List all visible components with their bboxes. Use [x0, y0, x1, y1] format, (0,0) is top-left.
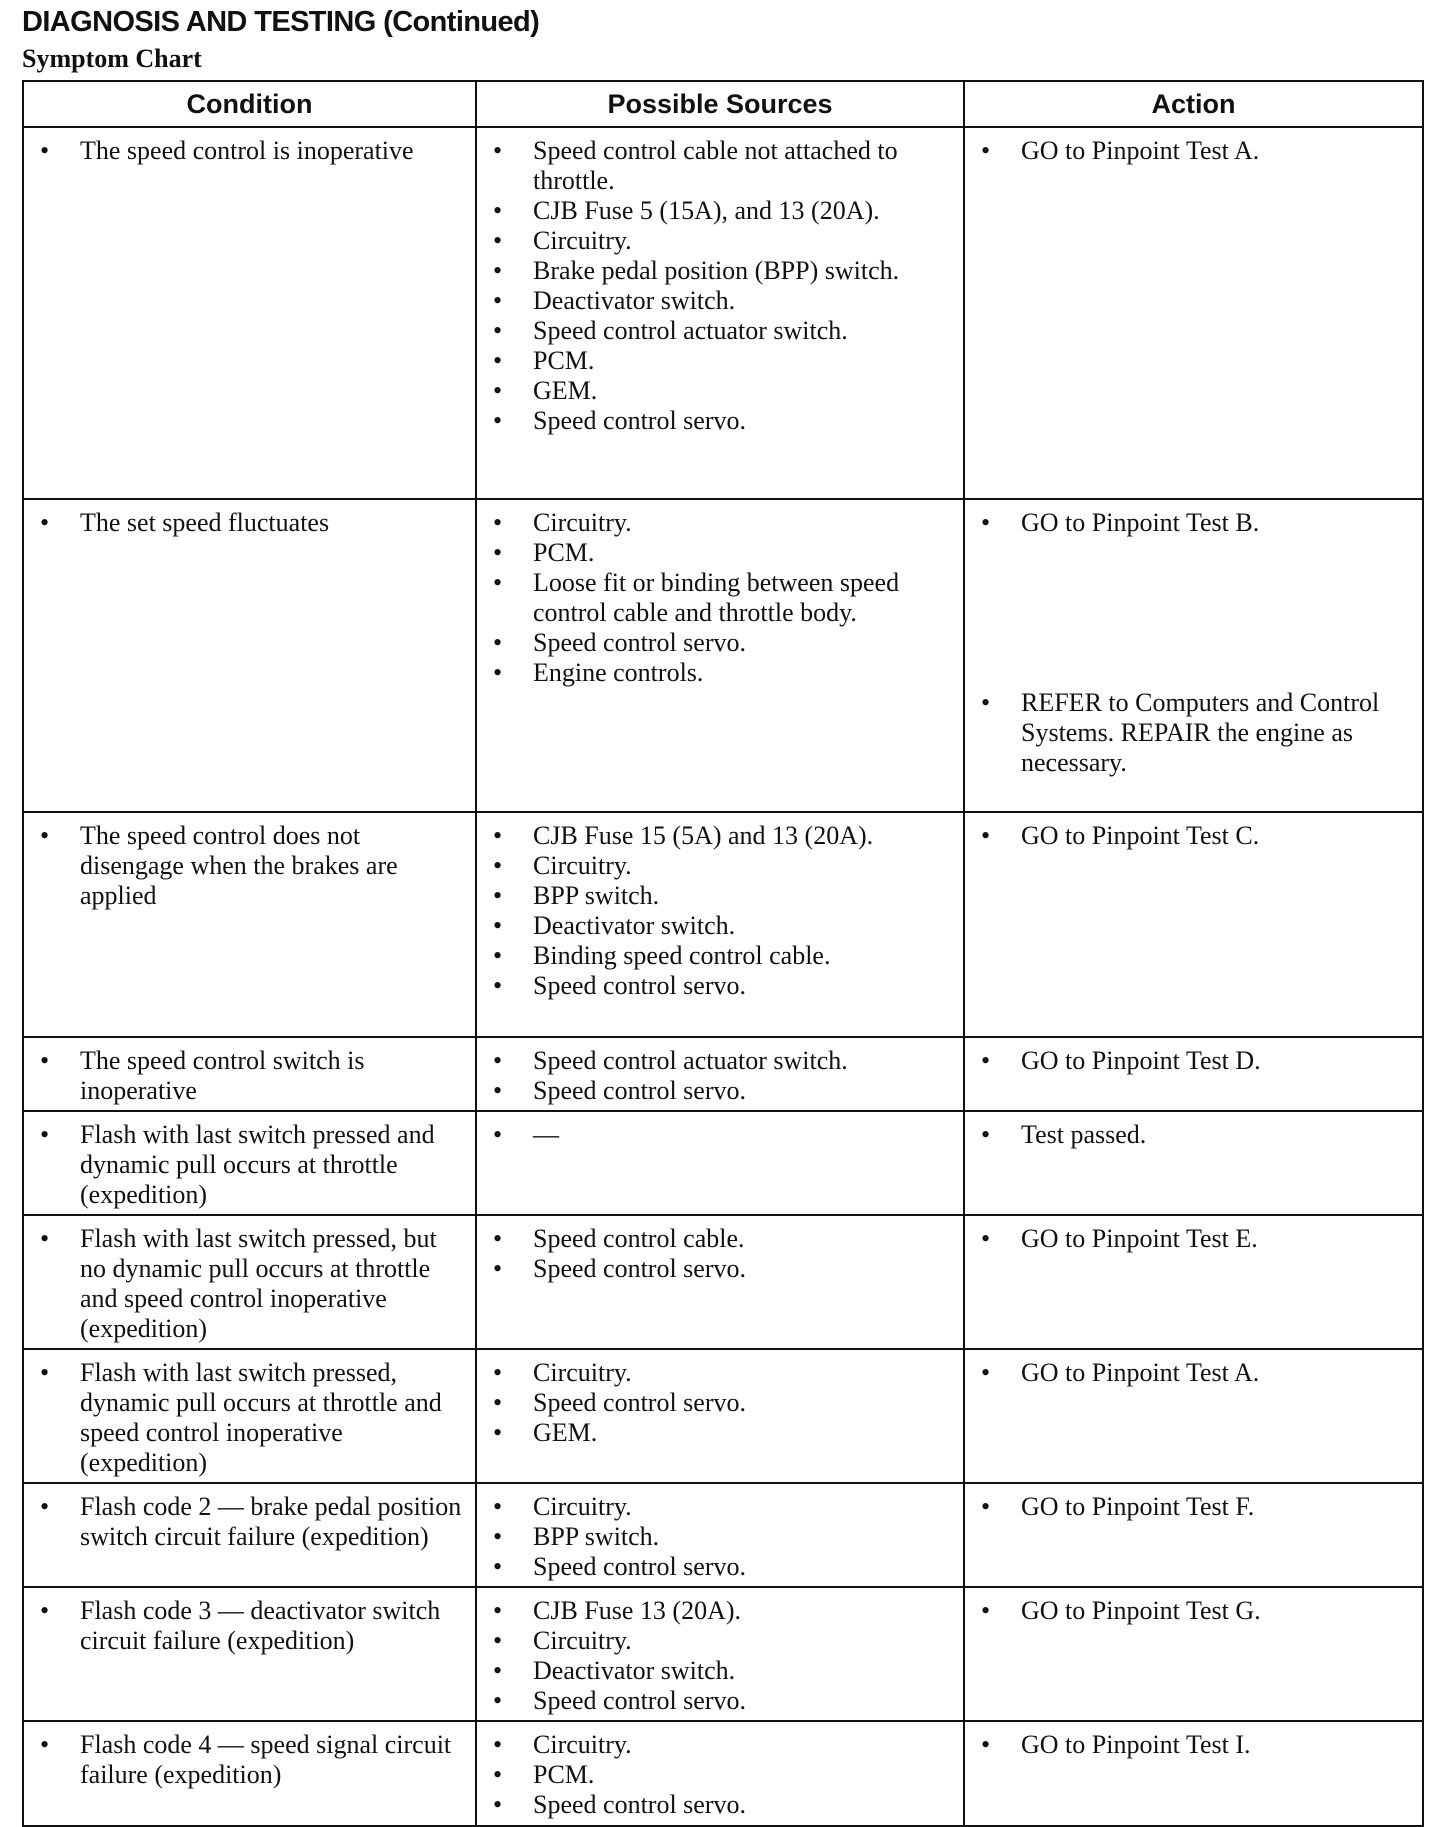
header-condition: Condition	[23, 81, 476, 127]
source-item: • Circuitry.	[485, 1626, 955, 1656]
source-item: • Speed control cable not attached to throttle.	[485, 136, 955, 196]
condition-text: • Flash with last switch pressed, dynamic pull occurs at throttle and speed control inoperative (expedition)	[32, 1358, 467, 1478]
condition-text: • The speed control does not disengage when the brakes are applied	[32, 821, 467, 911]
sources-cell	[476, 1037, 964, 1111]
sources-cell	[476, 812, 964, 1037]
condition-text: • The set speed fluctuates	[32, 508, 467, 538]
table-row	[23, 1111, 1423, 1215]
source-item: • PCM.	[485, 346, 955, 376]
action-cell	[964, 1037, 1423, 1111]
action-item: • GO to Pinpoint Test D.	[973, 1046, 1414, 1076]
condition-cell	[23, 1037, 476, 1111]
header-action: Action	[964, 81, 1423, 127]
table-row	[23, 1215, 1423, 1349]
sources-cell	[476, 1215, 964, 1349]
sources-cell	[476, 1349, 964, 1483]
action-cell	[964, 1111, 1423, 1215]
source-item: • Speed control servo.	[485, 1388, 955, 1418]
sources-cell	[476, 499, 964, 812]
section-subtitle: Symptom Chart	[22, 44, 202, 73]
header-possible-sources: Possible Sources	[476, 81, 964, 127]
source-item: • BPP switch.	[485, 1522, 955, 1552]
source-item: • Speed control servo.	[485, 971, 955, 1001]
source-item: • CJB Fuse 5 (15A), and 13 (20A).	[485, 196, 955, 226]
sources-cell	[476, 1111, 964, 1215]
table-row	[23, 1483, 1423, 1587]
page-title: DIAGNOSIS AND TESTING (Continued)	[22, 6, 540, 38]
table-row	[23, 499, 1423, 812]
table-row	[23, 1587, 1423, 1721]
action-cell	[964, 812, 1423, 1037]
source-item: • Speed control servo.	[485, 1076, 955, 1106]
action-item: • GO to Pinpoint Test E.	[973, 1224, 1414, 1254]
condition-cell	[23, 1349, 476, 1483]
action-cell	[964, 127, 1423, 499]
action-cell	[964, 1215, 1423, 1349]
source-item: • Circuitry.	[485, 226, 955, 256]
action-item: • GO to Pinpoint Test B.	[973, 508, 1414, 538]
condition-text: • The speed control switch is inoperative	[32, 1046, 467, 1106]
action-cell	[964, 1483, 1423, 1587]
source-item: • Speed control servo.	[485, 406, 955, 436]
source-item: • —	[485, 1120, 955, 1150]
source-item: • Deactivator switch.	[485, 1656, 955, 1686]
action-item: • GO to Pinpoint Test A.	[973, 1358, 1414, 1388]
sources-cell	[476, 1587, 964, 1721]
source-item: • Deactivator switch.	[485, 286, 955, 316]
source-item: • PCM.	[485, 1760, 955, 1790]
action-item: • GO to Pinpoint Test C.	[973, 821, 1414, 851]
table-row	[23, 1349, 1423, 1483]
source-item: • Brake pedal position (BPP) switch.	[485, 256, 955, 286]
table-row	[23, 812, 1423, 1037]
source-item: • Speed control servo.	[485, 1552, 955, 1582]
source-item: • Circuitry.	[485, 851, 955, 881]
action-item: • GO to Pinpoint Test A.	[973, 136, 1414, 166]
source-item: • Engine controls.	[485, 658, 955, 688]
source-item: • Loose fit or binding between speed control cable and throttle body.	[485, 568, 955, 628]
source-item: • Speed control servo.	[485, 628, 955, 658]
source-item: • GEM.	[485, 1418, 955, 1448]
sources-cell	[476, 1721, 964, 1826]
condition-text: • The speed control is inoperative	[32, 136, 467, 166]
condition-text: • Flash code 2 — brake pedal position switch circuit failure (expedition)	[32, 1492, 467, 1552]
action-item: • Test passed.	[973, 1120, 1414, 1150]
table-row	[23, 1721, 1423, 1826]
action-cell	[964, 1587, 1423, 1721]
condition-text: • Flash code 4 — speed signal circuit failure (expedition)	[32, 1730, 467, 1790]
condition-cell	[23, 127, 476, 499]
condition-cell	[23, 1215, 476, 1349]
condition-text: • Flash code 3 — deactivator switch circuit failure (expedition)	[32, 1596, 467, 1656]
source-item: • PCM.	[485, 538, 955, 568]
source-item: • Circuitry.	[485, 508, 955, 538]
table-row	[23, 1037, 1423, 1111]
action-item: • REFER to Computers and Control Systems. REPAIR the engine as necessary.	[973, 688, 1414, 778]
source-item: • Speed control servo.	[485, 1254, 955, 1284]
source-item: • Speed control actuator switch.	[485, 316, 955, 346]
source-item: • Speed control actuator switch.	[485, 1046, 955, 1076]
action-cell	[964, 1349, 1423, 1483]
condition-cell	[23, 1721, 476, 1826]
source-item: • GEM.	[485, 376, 955, 406]
condition-text: • Flash with last switch pressed and dynamic pull occurs at throttle (expedition)	[32, 1120, 467, 1210]
table-row	[23, 127, 1423, 499]
sources-cell	[476, 127, 964, 499]
table-header-row	[23, 81, 1423, 127]
action-item: • GO to Pinpoint Test F.	[973, 1492, 1414, 1522]
source-item: • Circuitry.	[485, 1730, 955, 1760]
symptom-chart-table	[22, 80, 1424, 1827]
condition-cell	[23, 1483, 476, 1587]
action-item: • GO to Pinpoint Test G.	[973, 1596, 1414, 1626]
source-item: • Speed control cable.	[485, 1224, 955, 1254]
condition-cell	[23, 499, 476, 812]
source-item: • BPP switch.	[485, 881, 955, 911]
source-item: • CJB Fuse 15 (5A) and 13 (20A).	[485, 821, 955, 851]
condition-cell	[23, 1111, 476, 1215]
action-cell	[964, 1721, 1423, 1826]
source-item: • Deactivator switch.	[485, 911, 955, 941]
action-cell	[964, 499, 1423, 812]
action-item: • GO to Pinpoint Test I.	[973, 1730, 1414, 1760]
condition-cell	[23, 812, 476, 1037]
source-item: • CJB Fuse 13 (20A).	[485, 1596, 955, 1626]
source-item: • Speed control servo.	[485, 1686, 955, 1716]
condition-text: • Flash with last switch pressed, but no dynamic pull occurs at throttle and speed control inoperative (expedition)	[32, 1224, 467, 1344]
condition-cell	[23, 1587, 476, 1721]
source-item: • Circuitry.	[485, 1358, 955, 1388]
sources-cell	[476, 1483, 964, 1587]
source-item: • Speed control servo.	[485, 1790, 955, 1820]
source-item: • Binding speed control cable.	[485, 941, 955, 971]
source-item: • Circuitry.	[485, 1492, 955, 1522]
